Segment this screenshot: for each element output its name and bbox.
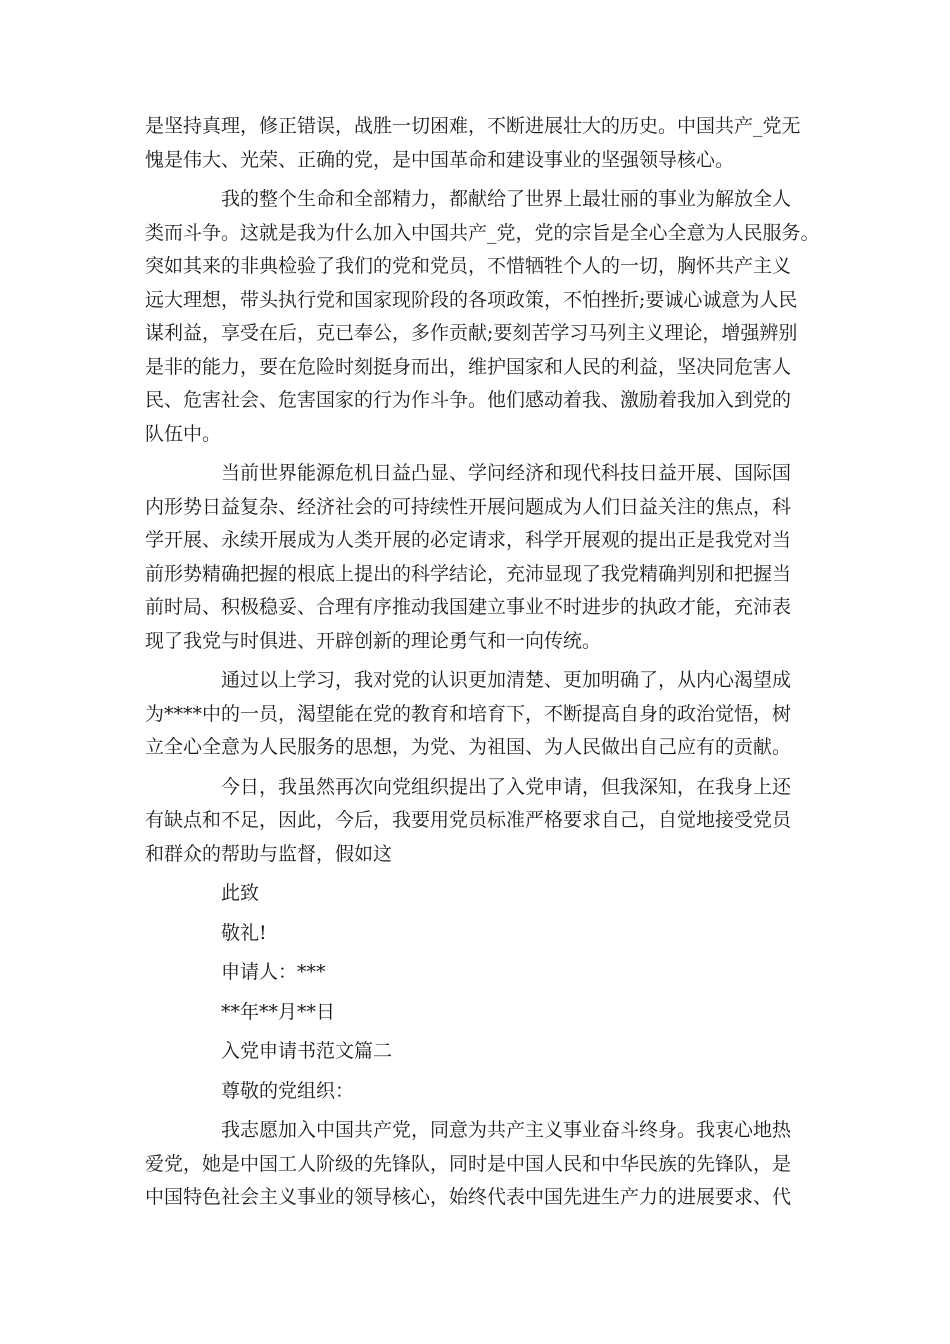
paragraph-line: 类而斗争。这就是我为什么加入中国共产_党，党的宗旨是全心全意为人民服务。 — [145, 221, 820, 244]
paragraph-line: 前形势精确把握的根底上提出的科学结论，充沛显现了我党精确判别和把握当 — [145, 562, 792, 585]
paragraph-5 — [145, 771, 825, 872]
paragraph-line: 通过以上学习，我对党的认识更加清楚、更加明确了，从内心渴望成 — [221, 669, 792, 691]
section-two-greeting: 尊敬的党组织： — [221, 1079, 355, 1102]
paragraph-line: 谋利益，享受在后，克已奉公，多作贡献;要刻苦学习马列主义理论，增强辨别 — [145, 322, 798, 344]
paragraph-1 — [145, 110, 825, 177]
paragraph-line: 现了我党与时俱进、开辟创新的理论勇气和一向传统。 — [145, 629, 602, 652]
paragraph-line: 和群众的帮助与监督，假如这 — [145, 842, 393, 865]
paragraph-line: 当前世界能源危机日益凸显、学问经济和现代科技日益开展、国际国 — [221, 462, 792, 484]
paragraph-line: 学开展、永续开展成为人类开展的必定请求，科学开展观的提出正是我党对当 — [145, 529, 792, 551]
paragraph-4 — [145, 664, 825, 765]
paragraph-line: 队伍中。 — [145, 422, 222, 445]
section-two-paragraph — [145, 1114, 825, 1215]
paragraph-line: 民、危害社会、危害国家的行为作斗争。他们感动着我、激励着我加入到党的 — [145, 389, 792, 411]
paragraph-line: 前时局、积极稳妥、合理有序推动我国建立事业不时进步的执政才能，充沛表 — [145, 596, 792, 618]
paragraph-line: 立全心全意为人民服务的思想，为党、为祖国、为人民做出自己应有的贡献。 — [145, 736, 792, 758]
closing-salutation: 此致 — [221, 882, 260, 904]
document-body — [145, 110, 825, 1215]
paragraph-2 — [145, 183, 825, 451]
paragraph-line: 是非的能力，要在危险时刻挺身而出，维护国家和人民的利益，坚决同危害人 — [145, 355, 792, 378]
paragraph-line: 远大理想，带头执行党和国家现阶段的各项政策，不怕挫折;要诚心诚意为人民 — [145, 288, 798, 311]
paragraph-3 — [145, 457, 825, 658]
section-two-title: 入党申请书范文篇二 — [221, 1040, 393, 1062]
paragraph-line: 内形势日益复杂、经济社会的可持续性开展问题成为人们日益关注的焦点，科 — [145, 495, 792, 518]
paragraph-line: 为****中的一员，渴望能在党的教育和培育下，不断提高自身的政治觉悟，树 — [145, 702, 792, 725]
paragraph-line: 愧是伟大、光荣、正确的党，是中国革命和建设事业的坚强领导核心。 — [145, 148, 735, 171]
paragraph-line: 我志愿加入中国共产党，同意为共产主义事业奋斗终身。我衷心地热 — [221, 1119, 792, 1141]
paragraph-line: 是坚持真理，修正错误，战胜一切困难，不断进展壮大的历史。中国共产_党无 — [145, 115, 801, 137]
application-date: **年**月**日 — [221, 1000, 336, 1023]
paragraph-line: 中国特色社会主义事业的领导核心，始终代表中国先进生产力的进展要求、代 — [145, 1186, 792, 1208]
paragraph-line: 爱党，她是中国工人阶级的先锋队，同时是中国人民和中华民族的先锋队，是 — [145, 1152, 792, 1175]
paragraph-line: 我的整个生命和全部精力，都献给了世界上最壮丽的事业为解放全人 — [221, 188, 792, 210]
applicant-signature: 申请人：*** — [221, 961, 326, 983]
closing-regards: 敬礼! — [221, 921, 267, 944]
paragraph-line: 今日，我虽然再次向党组织提出了入党申请，但我深知，在我身上还 — [221, 775, 792, 798]
paragraph-line: 突如其来的非典检验了我们的党和党员，不惜牺牲个人的一切，胸怀共产主义 — [145, 255, 792, 277]
paragraph-line: 有缺点和不足，因此，今后，我要用党员标准严格要求自己，自觉地接受党员 — [145, 809, 792, 831]
